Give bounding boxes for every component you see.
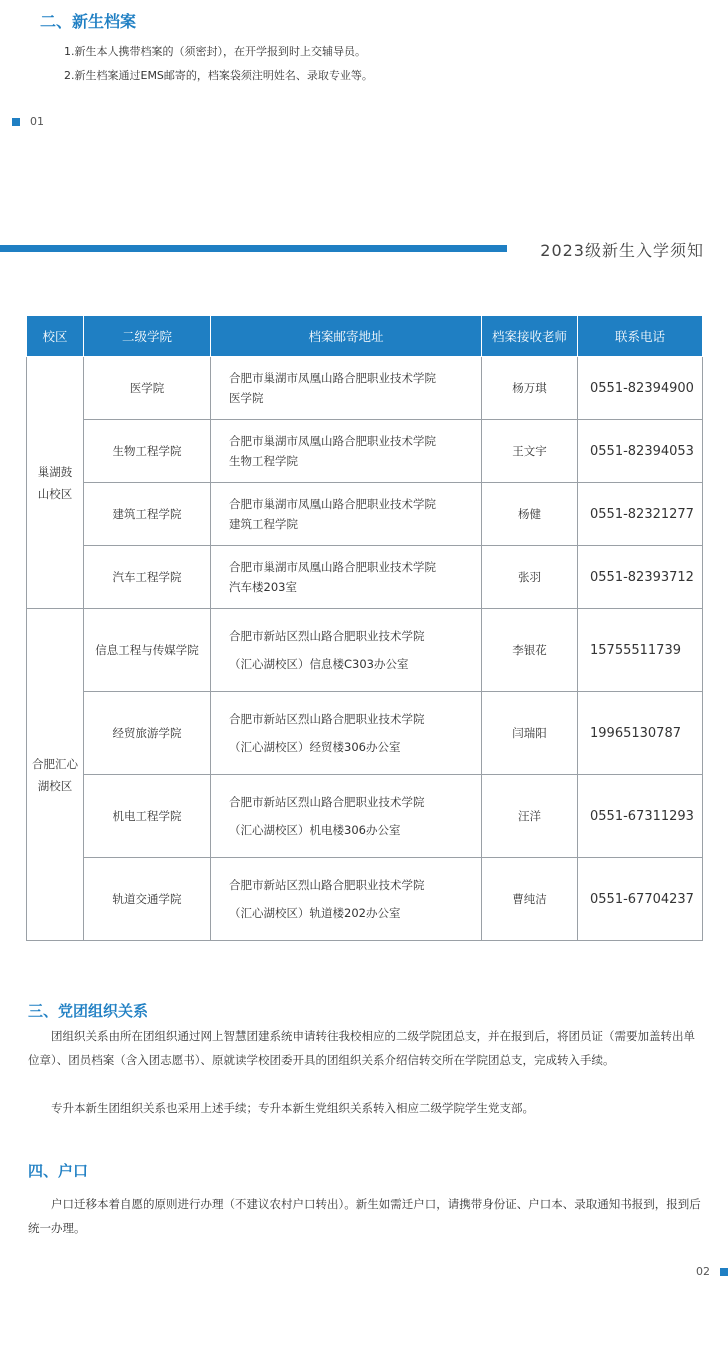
college-cell: 轨道交通学院 (84, 858, 211, 941)
teacher-cell: 汪洋 (482, 775, 578, 858)
section2-item-2: 2.新生档案通过EMS邮寄的，档案袋须注明姓名、录取专业等。 (64, 69, 373, 82)
table-row (27, 775, 703, 858)
campus-cell: 合肥汇心湖校区 (27, 609, 84, 941)
header-bar (0, 245, 507, 252)
table-row (27, 546, 703, 609)
table-row (27, 420, 703, 483)
address-line: 生物工程学院 (229, 454, 298, 468)
phone-cell: 0551-82393712 (578, 546, 703, 609)
header-campus: 校区 (27, 316, 84, 357)
table-row (27, 692, 703, 775)
address-cell (211, 775, 482, 858)
header-phone: 联系电话 (578, 316, 703, 357)
phone-cell: 0551-67704237 (578, 858, 703, 941)
table-row (27, 357, 703, 420)
address-line: 医学院 (229, 391, 264, 405)
section3-paragraph-1: 团组织关系由所在团组织通过网上智慧团建系统申请转往我校相应的二级学院团总支，并在报到后，将团员证（需要加盖转出单位章）、团员档案（含入团志愿书）、原就读学校团委开具的团组织关系介绍信转交所在学院团总支，完成转入手续。 (28, 1029, 695, 1067)
address-cell (211, 609, 482, 692)
address-cell (211, 357, 482, 420)
address-cell (211, 483, 482, 546)
section4-paragraph-1: 户口迁移本着自愿的原则进行办理（不建议农村户口转出）。新生如需迁户口，请携带身份证、户口本、录取通知书报到，报到后统一办理。 (28, 1197, 701, 1235)
teacher-cell: 曹纯洁 (482, 858, 578, 941)
address-line: 合肥市新站区烈山路合肥职业技术学院 (229, 712, 425, 726)
table-row (27, 858, 703, 941)
phone-cell: 0551-67311293 (578, 775, 703, 858)
table-row (27, 609, 703, 692)
section2-title: 二、新生档案 (40, 12, 137, 31)
section4-title: 四、户口 (28, 1162, 89, 1180)
teacher-cell: 张羽 (482, 546, 578, 609)
doc-title: 2023级新生入学须知 (540, 241, 704, 260)
phone-cell: 15755511739 (578, 609, 703, 692)
phone-cell: 0551-82394900 (578, 357, 703, 420)
teacher-cell: 杨健 (482, 483, 578, 546)
college-cell: 信息工程与传媒学院 (84, 609, 211, 692)
page-number-1-label: 01 (30, 115, 44, 128)
address-line: （汇心湖校区）信息楼C303办公室 (229, 657, 409, 671)
teacher-cell: 闫瑞阳 (482, 692, 578, 775)
page-number-2-label: 02 (696, 1265, 710, 1278)
college-cell: 机电工程学院 (84, 775, 211, 858)
campus-cell: 巢湖鼓山校区 (27, 357, 84, 609)
phone-cell: 0551-82321277 (578, 483, 703, 546)
college-cell: 建筑工程学院 (84, 483, 211, 546)
teacher-cell: 李银花 (482, 609, 578, 692)
address-line: 汽车楼203室 (229, 580, 297, 594)
college-cell: 经贸旅游学院 (84, 692, 211, 775)
header-address: 档案邮寄地址 (211, 316, 482, 357)
page-number-2 (696, 1265, 728, 1278)
address-line: （汇心湖校区）机电楼306办公室 (229, 823, 401, 837)
address-line: （汇心湖校区）经贸楼306办公室 (229, 740, 401, 754)
phone-cell: 19965130787 (578, 692, 703, 775)
table-row (27, 483, 703, 546)
address-line: 合肥市巢湖市凤凰山路合肥职业技术学院 (229, 371, 436, 385)
college-cell: 汽车工程学院 (84, 546, 211, 609)
address-line: 合肥市巢湖市凤凰山路合肥职业技术学院 (229, 560, 436, 574)
teacher-cell: 王文宇 (482, 420, 578, 483)
address-line: 建筑工程学院 (229, 517, 298, 531)
phone-cell: 0551-82394053 (578, 420, 703, 483)
square-marker-icon (12, 118, 20, 126)
section3-paragraph-2: 专升本新生团组织关系也采用上述手续；专升本新生党组织关系转入相应二级学院学生党支部。 (51, 1101, 534, 1115)
table-header-row (27, 316, 703, 357)
address-line: 合肥市新站区烈山路合肥职业技术学院 (229, 795, 425, 809)
address-line: （汇心湖校区）轨道楼202办公室 (229, 906, 401, 920)
section2-item-1: 1.新生本人携带档案的（须密封），在开学报到时上交辅导员。 (64, 45, 366, 58)
teacher-cell: 杨万琪 (482, 357, 578, 420)
address-line: 合肥市巢湖市凤凰山路合肥职业技术学院 (229, 497, 436, 511)
header-teacher: 档案接收老师 (482, 316, 578, 357)
header-college: 二级学院 (84, 316, 211, 357)
section3-title: 三、党团组织关系 (28, 1002, 149, 1020)
address-cell (211, 420, 482, 483)
square-marker-icon (720, 1268, 728, 1276)
address-cell (211, 546, 482, 609)
address-cell (211, 858, 482, 941)
college-cell: 医学院 (84, 357, 211, 420)
archive-address-table (26, 315, 703, 941)
address-line: 合肥市新站区烈山路合肥职业技术学院 (229, 878, 425, 892)
college-cell: 生物工程学院 (84, 420, 211, 483)
address-line: 合肥市巢湖市凤凰山路合肥职业技术学院 (229, 434, 436, 448)
address-line: 合肥市新站区烈山路合肥职业技术学院 (229, 629, 425, 643)
page-number-1 (12, 115, 44, 128)
address-cell (211, 692, 482, 775)
